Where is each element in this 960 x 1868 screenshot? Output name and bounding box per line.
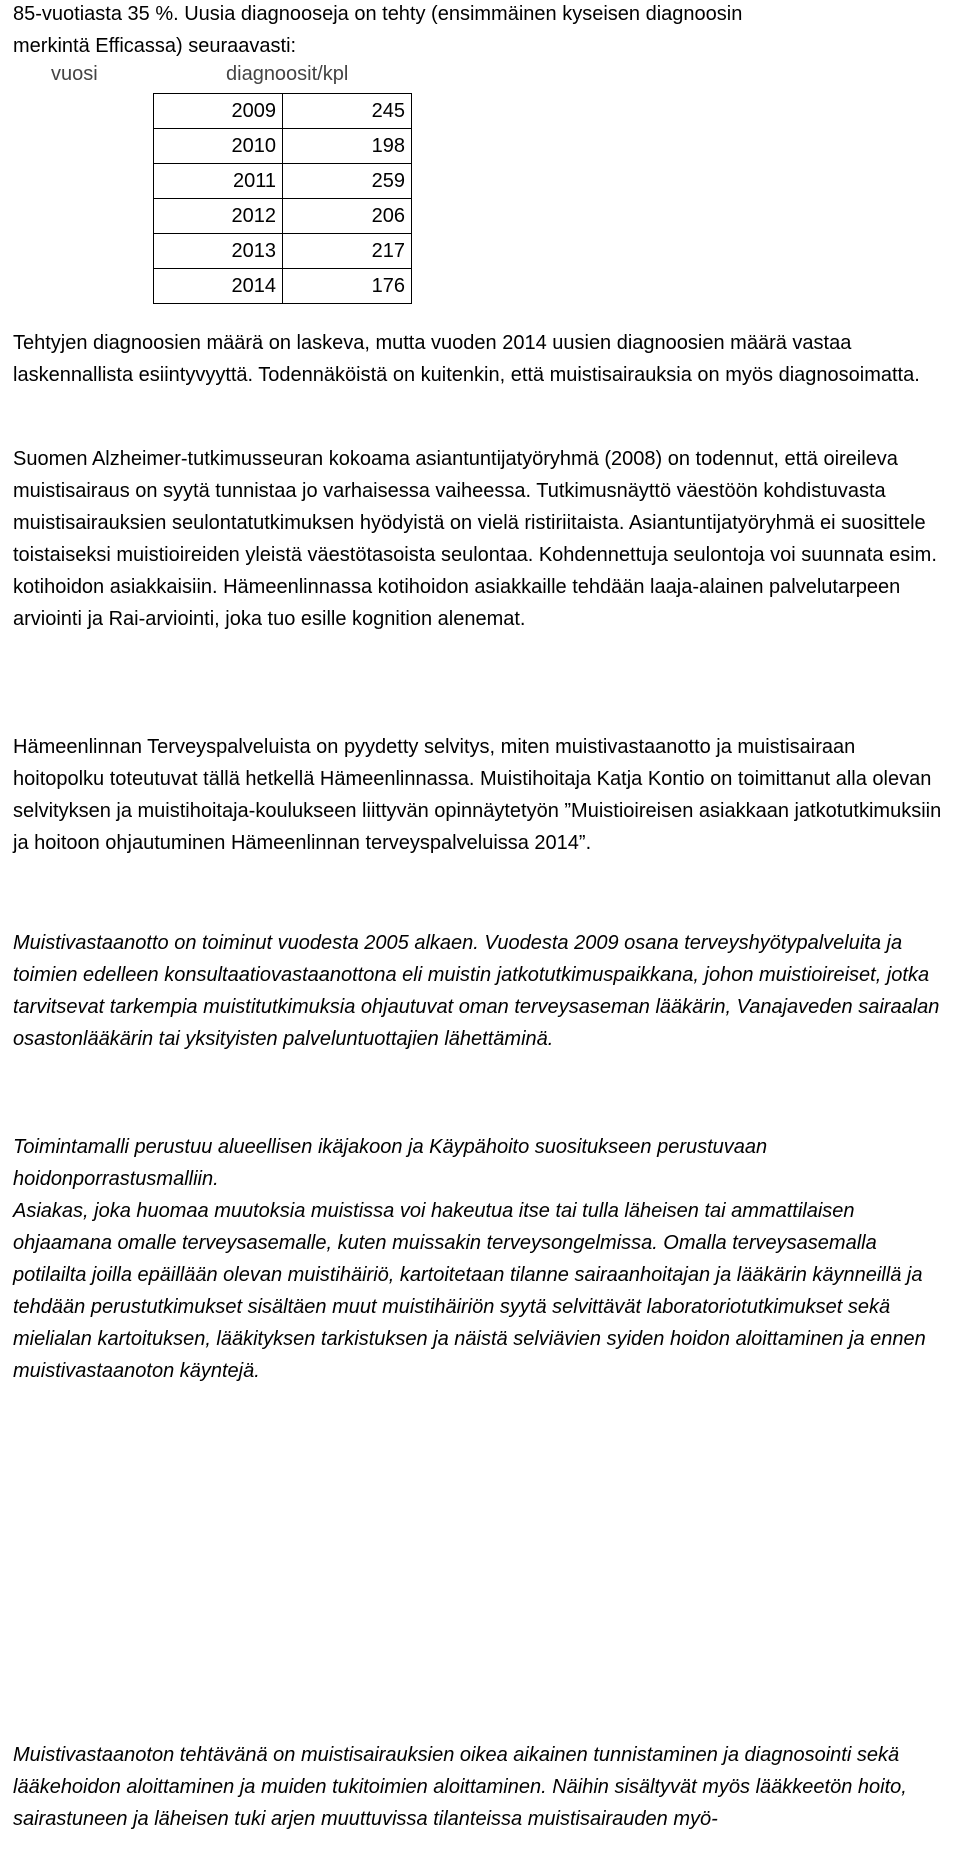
table-row [154, 269, 412, 304]
paragraph-client-pathway: Asiakas, joka huomaa muutoksia muistissa voi hakeutua itse tai tulla läheisen tai ammattilaisen ohjaamana omalle terveysasemalle, kuten muissakin terveysongelmissa. Omalla terveysasemalla potilailta joilla epäillään olevan muistihäiriö, kartoitetaan tilanne sairaanhoitajan ja lääkärin käynneillä ja tehdään perustutkimukset sisältäen muut muistihäiriön syytä selvittävät laboratoriotutkimukset sekä mielialan kartoituksen, lääkityksen tarkistuksen ja näistä selviävien syiden hoidon aloittaminen ja ennen muistivastaanoton käyntejä. [13, 1200, 926, 1382]
year-cell: 2014 [154, 269, 283, 304]
table-row [154, 94, 412, 129]
intro-paragraph: 85-vuotiasta 35 %. Uusia diagnooseja on tehty (ensimmäinen kyseisen diagnoosin merkintä Efficassa) seuraavasti: [13, 3, 743, 57]
year-column-header: vuosi [51, 63, 98, 85]
count-cell: 206 [283, 199, 412, 234]
year-cell: 2011 [154, 164, 283, 199]
year-cell: 2009 [154, 94, 283, 129]
paragraph-health-services-report: Hämeenlinnan Terveyspalveluista on pyydetty selvitys, miten muistivastaanotto ja muistisairaan hoitopolku toteutuvat tällä hetkellä Hämeenlinnassa. Muistihoitaja Katja Kontio on toimittanut alla olevan selvityksen ja muistihoitaja-koulukseen liittyvän opinnäytetyön ”Muistioireisen asiakkaan jatkotutkimuksiin ja hoitoon ohjautuminen Hämeenlinnan terveyspalveluissa 2014”. [13, 736, 942, 854]
table-row [154, 164, 412, 199]
paragraph-alzheimer-working-group: Suomen Alzheimer-tutkimusseuran kokoama asiantuntijatyöryhmä (2008) on todennut, että oireileva muistisairaus on syytä tunnistaa jo varhaisessa vaiheessa. Tutkimusnäyttö väestöön kohdistuvasta muistisairauksien seulontatutkimuksen hyödyistä on vielä ristiriitaista. Asiantuntijatyöryhmä ei suosittele toistaiseksi muistioireiden yleistä väestötasoista seulontaa. Kohdennettuja seulontoja voi suunnata esim. kotihoidon asiakkaisiin. Hämeenlinnassa kotihoidon asiakkaille tehdään laaja-alainen palvelutarpeen arviointi ja Rai-arviointi, joka tuo esille kognition alenemat. [13, 448, 937, 630]
count-cell: 259 [283, 164, 412, 199]
count-cell: 176 [283, 269, 412, 304]
count-cell: 198 [283, 129, 412, 164]
table-row [154, 199, 412, 234]
year-cell: 2013 [154, 234, 283, 269]
count-column-header: diagnoosit/kpl [226, 63, 349, 85]
diagnoses-table [153, 93, 412, 304]
count-cell: 217 [283, 234, 412, 269]
paragraph-memory-clinic-history: Muistivastaanotto on toiminut vuodesta 2005 alkaen. Vuodesta 2009 osana terveyshyötypalveluita ja toimien edelleen konsultaatiovastaanottona eli muistin jatkotutkimuspaikkana, johon muistioireiset, jotka tarvitsevat tarkempia muistitutkimuksia ohjautuvat oman terveysaseman lääkärin, Vanajaveden sairaalan osastonlääkärin tai yksityisten palveluntuottajien lähettäminä. [13, 932, 940, 1050]
table-row [154, 129, 412, 164]
paragraph-diagnosis-trend: Tehtyjen diagnoosien määrä on laskeva, mutta vuoden 2014 uusien diagnoosien määrä vastaa laskennallista esiintyvyyttä. Todennäköistä on kuitenkin, että muistisairauksia on myös diagnosoimatta. [13, 332, 920, 386]
year-cell: 2010 [154, 129, 283, 164]
count-cell: 245 [283, 94, 412, 129]
year-cell: 2012 [154, 199, 283, 234]
paragraph-operating-model: Toimintamalli perustuu alueellisen ikäjakoon ja Käypähoito suositukseen perustuvaan hoidonporrastusmalliin. [13, 1136, 768, 1190]
table-row [154, 234, 412, 269]
paragraph-memory-clinic-tasks: Muistivastaanoton tehtävänä on muistisairauksien oikea aikainen tunnistaminen ja diagnosointi sekä lääkehoidon aloittaminen ja muiden tukitoimien aloittaminen. Näihin sisältyvät myös lääkkeetön hoito, sairastuneen ja läheisen tuki arjen muuttuvissa tilanteissa muistisairauden myö- [13, 1744, 907, 1830]
